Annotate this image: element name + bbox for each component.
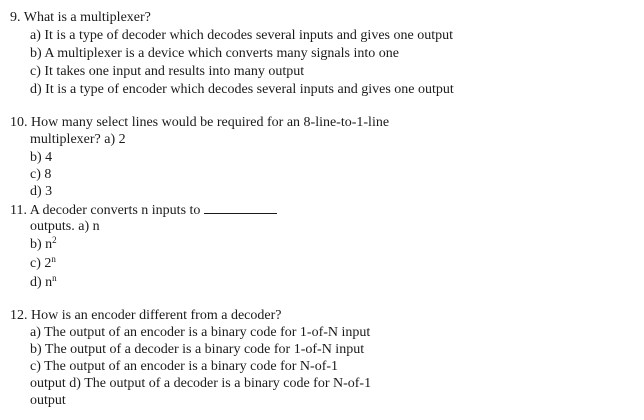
answer-blank xyxy=(204,201,277,214)
question-9-text: What is a multiplexer? xyxy=(23,10,151,25)
question-12-option-c: c) The output of an encoder is a binary code for N-of-1 xyxy=(30,359,339,374)
question-11-stem-continued: outputs. a) n xyxy=(30,219,100,234)
question-12-text: How is an encoder different from a decoder? xyxy=(31,308,282,323)
question-11-number: 11. xyxy=(10,203,27,218)
question-12-option-d: output d) The output of a decoder is a binary code for N-of-1 xyxy=(30,376,372,391)
question-11-stem xyxy=(10,201,277,218)
question-12-option-a: a) The output of an encoder is a binary code for 1-of-N input xyxy=(30,325,371,340)
question-11-text: A decoder converts n inputs to xyxy=(29,203,201,218)
question-11-option-b-base: b) n xyxy=(30,237,53,252)
question-11-option-b-exponent: 2 xyxy=(52,235,57,245)
question-10-stem xyxy=(10,114,389,131)
question-9-stem xyxy=(10,9,151,26)
question-12-option-b: b) The output of a decoder is a binary code for 1-of-N input xyxy=(30,342,365,357)
question-10-text: How many select lines would be required for an 8-line-to-1-line xyxy=(31,115,390,130)
question-10-option-d: d) 3 xyxy=(30,184,53,199)
question-11-option-d xyxy=(30,274,57,291)
question-11-option-d-base: d) n xyxy=(30,275,53,290)
question-10-number: 10. xyxy=(10,115,28,130)
question-9-option-b: b) A multiplexer is a device which converts many signals into one xyxy=(30,46,399,61)
question-10-option-c: c) 8 xyxy=(30,167,52,182)
question-11-option-c-exponent: n xyxy=(51,254,56,264)
question-9-option-c: c) It takes one input and results into many output xyxy=(30,64,305,79)
question-11-option-c xyxy=(30,255,56,272)
question-9-number: 9. xyxy=(10,10,21,25)
question-12-option-d-continued: output xyxy=(30,393,66,408)
question-11-option-c-base: c) 2 xyxy=(30,256,52,271)
question-12-number: 12. xyxy=(10,308,28,323)
question-12-stem xyxy=(10,307,281,324)
question-10-stem-continued: multiplexer? a) 2 xyxy=(30,132,126,147)
question-9-option-d: d) It is a type of encoder which decodes several inputs and gives one output xyxy=(30,82,454,97)
question-11-option-b xyxy=(30,236,57,253)
question-10-option-b: b) 4 xyxy=(30,150,53,165)
question-9-option-a: a) It is a type of decoder which decodes several inputs and gives one output xyxy=(30,28,453,43)
question-11-option-d-exponent: n xyxy=(52,273,57,283)
